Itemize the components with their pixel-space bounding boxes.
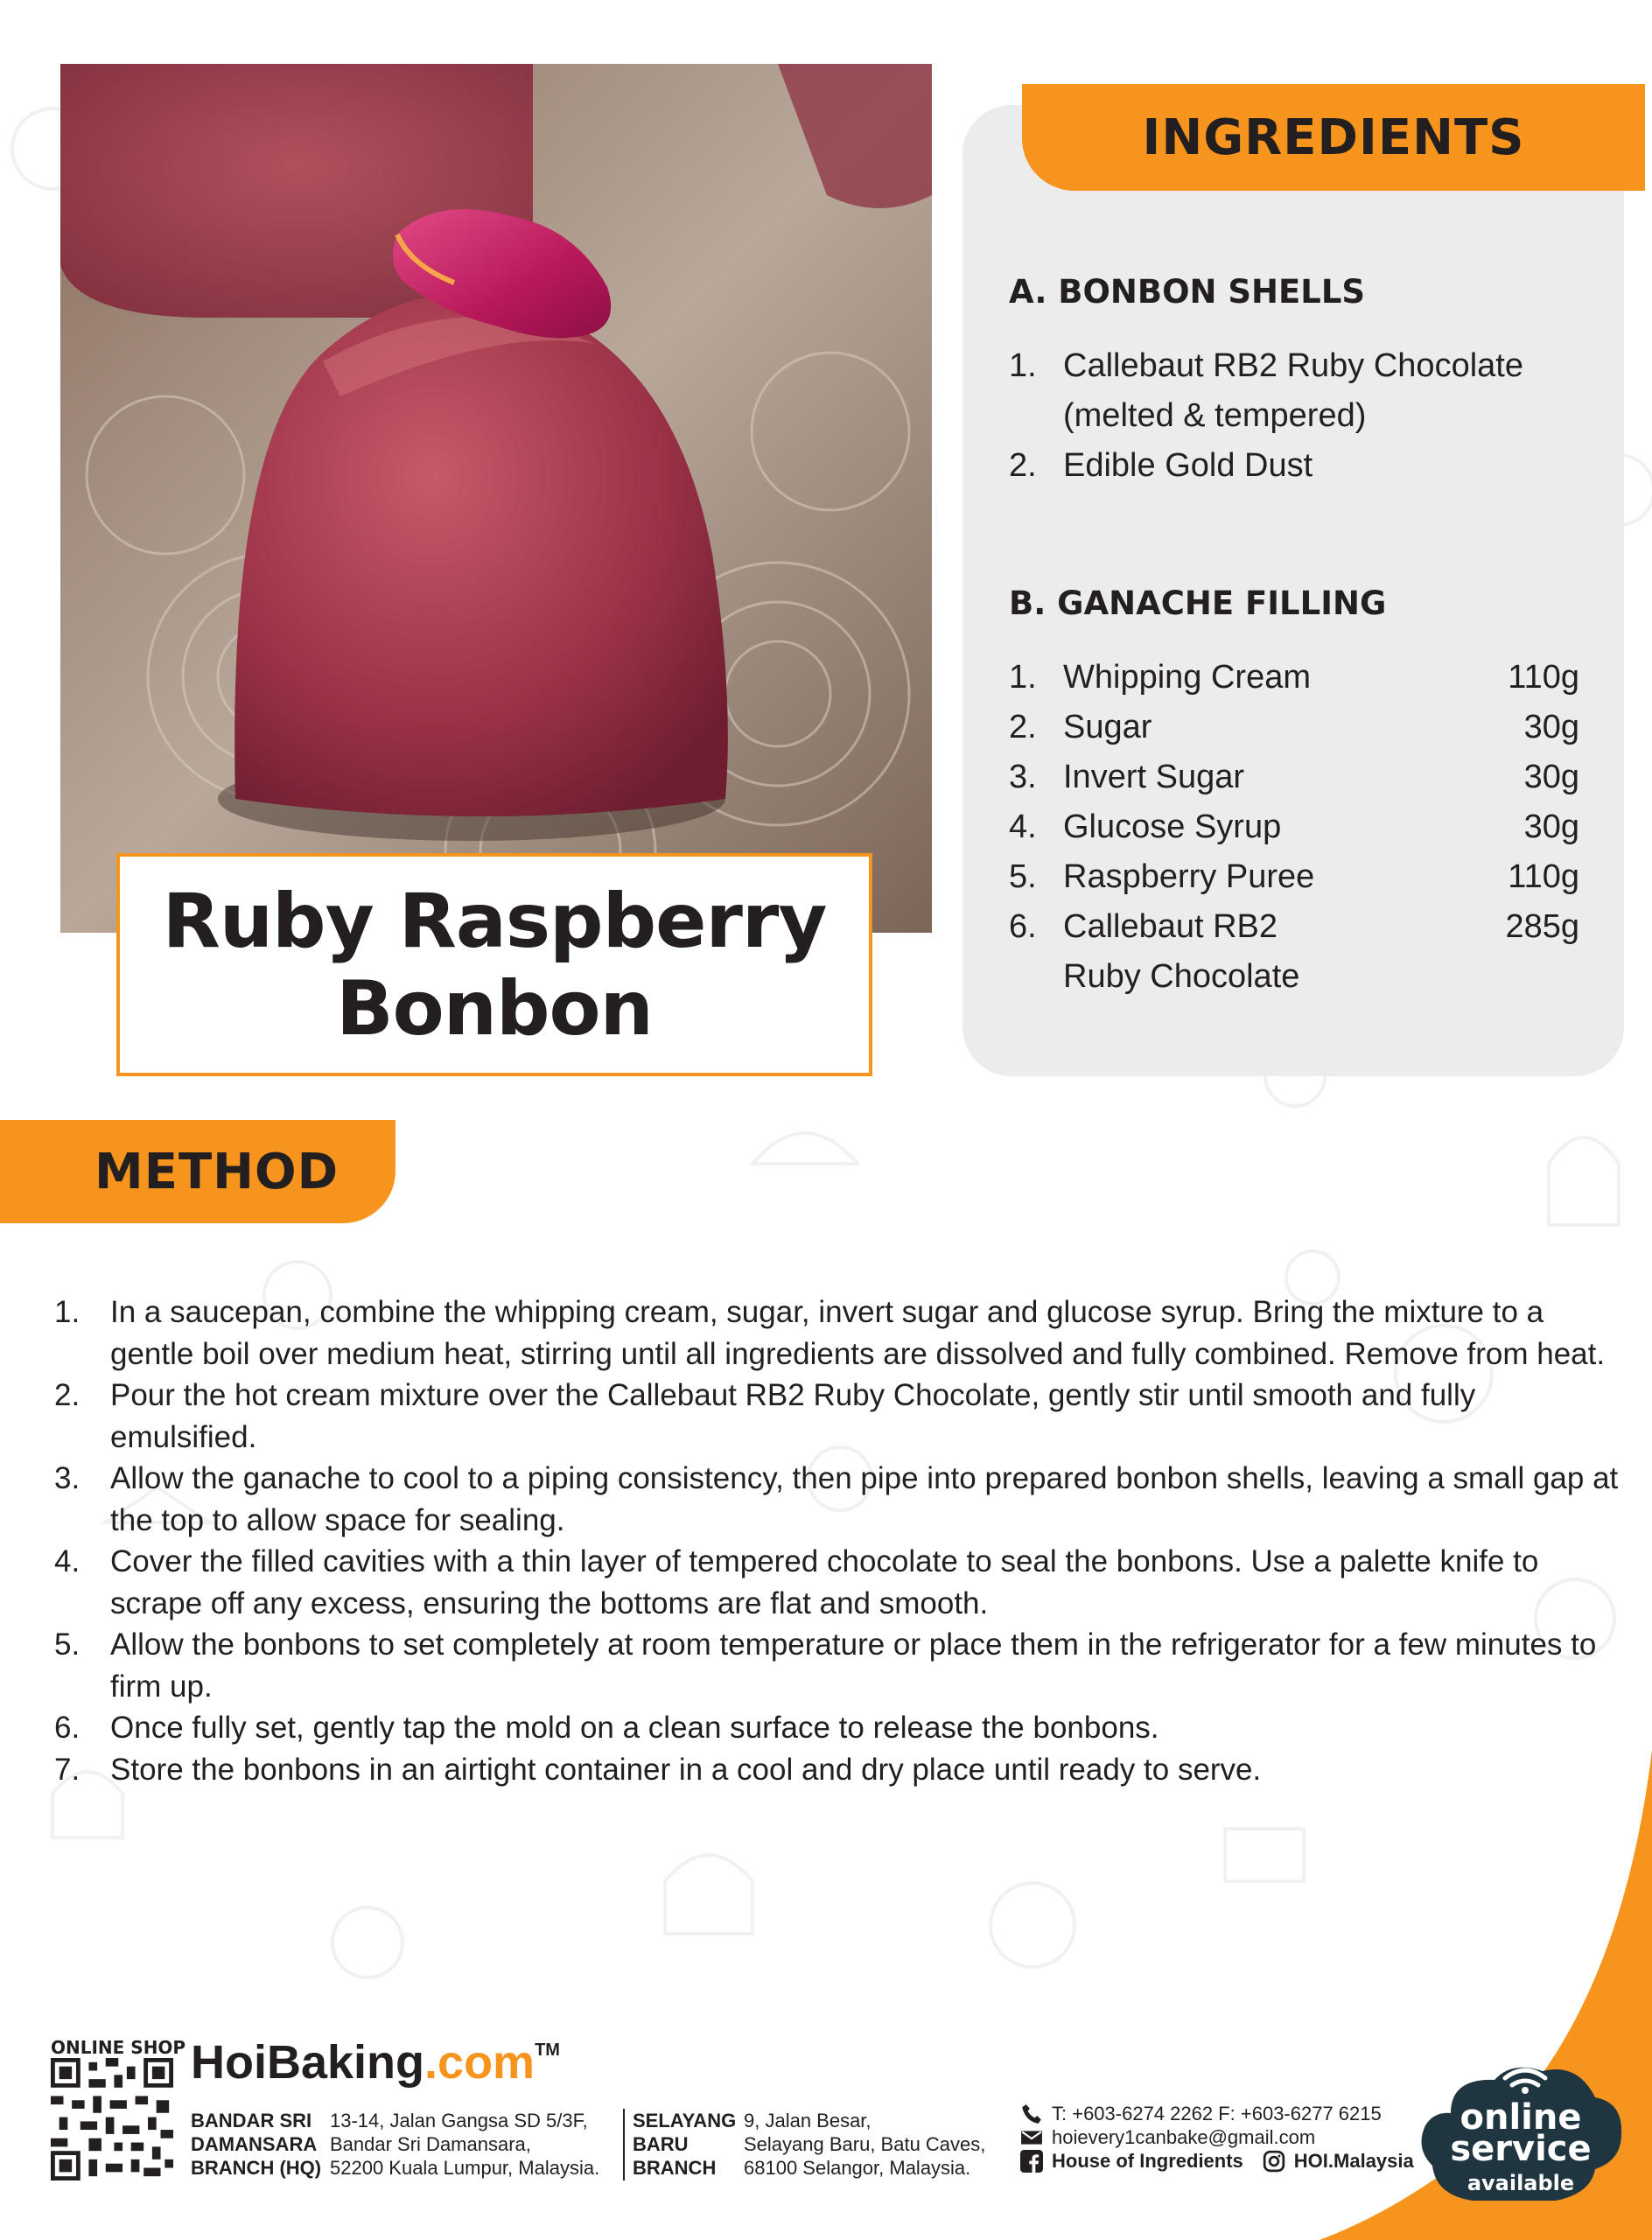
step-text: Store the bonbons in an airtight container in a cool and dry place until ready to serve. <box>110 1752 1262 1787</box>
ingredient-amount: 30g <box>1523 759 1579 795</box>
ingredient-name-line: Callebaut RB2 <box>1063 908 1278 945</box>
badge-line-online: online <box>1460 2097 1582 2138</box>
contact-email-row <box>1020 2125 1414 2149</box>
recipe-title-box <box>116 853 872 1076</box>
email-icon <box>1020 2126 1043 2149</box>
online-shop-label: ONLINE SHOP <box>51 2037 186 2058</box>
list-item <box>54 1292 1629 1375</box>
list-item <box>1009 752 1579 802</box>
ingredient-name <box>1063 341 1579 441</box>
list-item <box>1009 703 1579 752</box>
step-number: 4. <box>54 1544 80 1578</box>
contact-phone: T: +603-6274 2262 F: +603-6277 6215 <box>1052 2103 1382 2124</box>
item-number: 6. <box>1009 908 1037 945</box>
badge-line-service: service <box>1450 2129 1592 2169</box>
brand-logo[interactable] <box>191 2035 560 2090</box>
address-line: 9, Jalan Besar, <box>744 2110 872 2132</box>
ingredient-name: Sugar <box>1063 709 1152 746</box>
branch-selayang-label <box>633 2109 736 2180</box>
brand-name: HoiBaking <box>191 2036 425 2089</box>
phone-icon <box>1020 2103 1043 2125</box>
method-heading: METHOD <box>0 1120 396 1223</box>
list-item <box>54 1375 1629 1458</box>
item-number: 1. <box>1009 659 1037 696</box>
address-line: Selayang Baru, Batu Caves, <box>744 2133 986 2155</box>
section-b-list <box>1009 653 1579 1002</box>
branch-label-line: BANDAR SRI <box>191 2110 312 2132</box>
contact-instagram[interactable]: HOI.Malaysia <box>1293 2150 1414 2172</box>
address-line: Bandar Sri Damansara, <box>330 2133 531 2155</box>
item-number: 3. <box>1009 759 1037 795</box>
step-text: Allow the bonbons to set completely at room temperature or place them in the refrigerator for a few minutes to firm up. <box>110 1628 1597 1704</box>
item-number: 4. <box>1009 808 1037 845</box>
ingredients-heading: INGREDIENTS <box>1022 84 1645 191</box>
branch-label-line: SELAYANG <box>633 2110 737 2132</box>
brand-tld: .com <box>424 2036 536 2089</box>
trademark-mark: TM <box>535 2040 560 2060</box>
section-a-list <box>1009 341 1579 491</box>
step-number: 5. <box>54 1628 80 1662</box>
step-text: Pour the hot cream mixture over the Callebaut RB2 Ruby Chocolate, gently stir until smooth and fully emulsified. <box>110 1378 1476 1454</box>
step-text: In a saucepan, combine the whipping cream, sugar, invert sugar and glucose syrup. Bring the mixture to a gentle boil over medium heat, stirring until all ingredients are dissolved and fully combined. Remove from heat. <box>110 1295 1606 1371</box>
ingredient-name: Glucose Syrup <box>1063 808 1282 845</box>
list-item <box>1009 902 1579 1002</box>
ingredient-name: Edible Gold Dust <box>1063 447 1313 484</box>
step-text: Once fully set, gently tap the mold on a clean surface to release the bonbons. <box>110 1711 1159 1745</box>
item-number: 2. <box>1009 709 1037 746</box>
ingredient-name-line: (melted & tempered) <box>1063 397 1367 434</box>
ingredient-amount: 110g <box>1508 659 1579 696</box>
recipe-title-line-1: Ruby Raspberry <box>162 877 827 965</box>
ingredient-name: Whipping Cream <box>1063 659 1311 696</box>
item-number: 1. <box>1009 347 1037 384</box>
badge-line-available: available <box>1466 2171 1575 2195</box>
contact-email[interactable]: hoievery1canbake@gmail.com <box>1052 2126 1316 2148</box>
qr-code-icon[interactable] <box>51 2058 173 2180</box>
ingredient-name: Invert Sugar <box>1063 759 1244 795</box>
step-number: 1. <box>54 1295 80 1329</box>
branch-hq-address <box>330 2109 599 2180</box>
item-number: 5. <box>1009 858 1037 895</box>
contact-block <box>1020 2102 1414 2173</box>
list-item <box>54 1624 1629 1707</box>
branch-label-line: BRANCH (HQ) <box>191 2157 322 2179</box>
section-b-title: B. GANACHE FILLING <box>1009 584 1387 622</box>
branch-label-line: DAMANSARA <box>191 2133 318 2155</box>
branch-label-line: BARU <box>633 2133 689 2155</box>
ingredient-name <box>1063 902 1505 1002</box>
contact-facebook[interactable]: House of Ingredients <box>1052 2150 1243 2172</box>
ingredient-amount: 30g <box>1523 709 1579 746</box>
ingredient-amount: 30g <box>1523 808 1579 845</box>
list-item <box>54 1458 1629 1541</box>
list-item <box>1009 341 1579 441</box>
branch-selayang-address <box>744 2109 985 2180</box>
ingredient-amount: 285g <box>1505 908 1579 945</box>
step-number: 3. <box>54 1461 80 1495</box>
item-number: 2. <box>1009 447 1037 484</box>
step-number: 2. <box>54 1378 80 1412</box>
ingredient-amount: 110g <box>1508 858 1579 895</box>
list-item <box>1009 441 1579 491</box>
list-item <box>54 1541 1629 1624</box>
contact-social-row <box>1020 2149 1414 2173</box>
step-number: 7. <box>54 1752 80 1787</box>
facebook-icon <box>1020 2150 1043 2173</box>
step-text: Allow the ganache to cool to a piping consistency, then pipe into prepared bonbon shells, leaving a small gap at the top to allow space for sealing. <box>110 1461 1619 1537</box>
step-text: Cover the filled cavities with a thin layer of tempered chocolate to seal the bonbons. Use a palette knife to scrape off any excess, ensuring the bottoms are flat and smooth. <box>110 1544 1539 1620</box>
online-service-badge <box>1416 2061 1626 2209</box>
list-item <box>1009 653 1579 703</box>
contact-phone-row <box>1020 2102 1414 2125</box>
address-line: 13-14, Jalan Gangsa SD 5/3F, <box>330 2110 588 2132</box>
step-number: 6. <box>54 1711 80 1745</box>
ingredient-name-line: Callebaut RB2 Ruby Chocolate <box>1063 347 1523 384</box>
address-line: 52200 Kuala Lumpur, Malaysia. <box>330 2157 600 2179</box>
branch-hq-label <box>191 2109 321 2180</box>
instagram-icon <box>1263 2150 1285 2173</box>
branch-divider <box>623 2109 625 2180</box>
ingredient-name-line: Ruby Chocolate <box>1063 958 1300 995</box>
address-line: 68100 Selangor, Malaysia. <box>744 2157 971 2179</box>
bonbon-photo <box>60 64 932 933</box>
section-a-title: A. BONBON SHELLS <box>1009 273 1366 311</box>
branch-label-line: BRANCH <box>633 2157 717 2179</box>
method-steps-list <box>54 1292 1629 1790</box>
list-item <box>1009 852 1579 902</box>
list-item <box>1009 802 1579 852</box>
recipe-title-line-2: Bonbon <box>336 964 653 1053</box>
ingredient-name: Raspberry Puree <box>1063 858 1315 895</box>
list-item <box>54 1707 1629 1749</box>
